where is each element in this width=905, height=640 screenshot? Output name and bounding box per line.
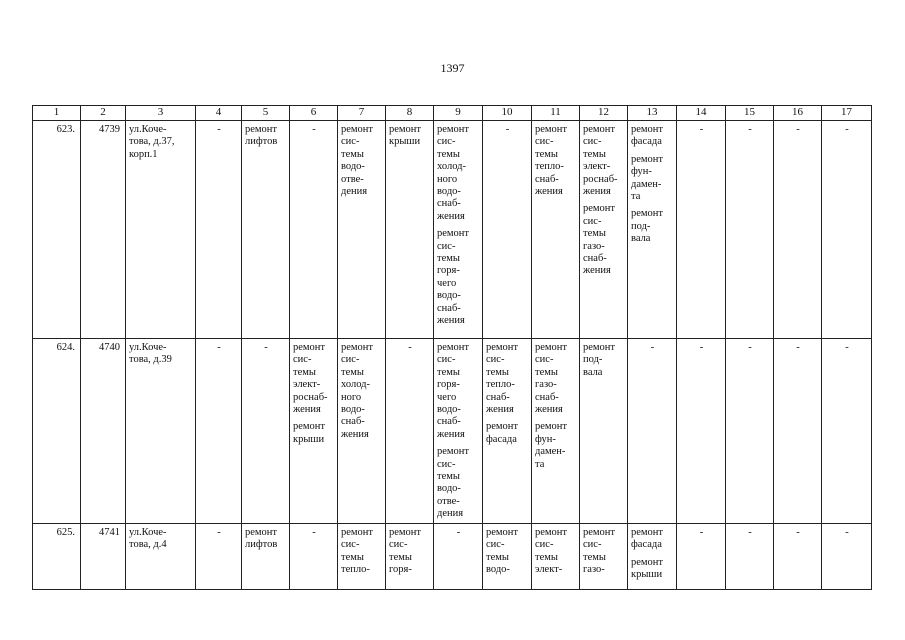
- cell-text: -: [217, 124, 221, 135]
- cell-text: ремонт сис- темы тепло- снаб- жения: [535, 124, 568, 198]
- table-cell: [126, 339, 196, 524]
- column-header: 4: [196, 106, 242, 121]
- cell-text: ремонт сис- темы горя- чего водо- снаб- жения: [437, 228, 470, 327]
- cell-text: -: [748, 124, 752, 135]
- table-cell: [242, 121, 290, 339]
- cell-text: -: [699, 527, 704, 538]
- table-row: [33, 121, 872, 339]
- cell-text: -: [699, 342, 704, 353]
- table-cell: [338, 121, 386, 339]
- cell-text: 624.: [56, 342, 75, 353]
- cell-text: 623.: [56, 124, 75, 135]
- table-cell: [774, 524, 822, 590]
- table-cell: [483, 524, 532, 590]
- cell-text: -: [456, 527, 461, 538]
- table-cell: [774, 121, 822, 339]
- column-header: 2: [81, 106, 126, 121]
- cell-text: ремонт под- вала: [631, 208, 664, 245]
- cell-text: ремонт лифтов: [245, 527, 278, 551]
- cell-text: -: [699, 124, 704, 135]
- cell-text: 4739: [99, 124, 120, 135]
- cell-text: ремонт сис- темы водо-: [486, 527, 519, 576]
- cell-text: -: [312, 527, 316, 538]
- table-cell: [196, 524, 242, 590]
- table-cell: [628, 524, 677, 590]
- table-cell: [126, 121, 196, 339]
- cell-text: ремонт сис- темы элект- роснаб- жения: [583, 124, 618, 198]
- table-cell: [774, 339, 822, 524]
- cell-text: ремонт фун- дамен- та: [631, 153, 664, 203]
- table-cell: [580, 339, 628, 524]
- table-cell: [726, 524, 774, 590]
- column-header: 14: [677, 106, 726, 121]
- column-header: 12: [580, 106, 628, 121]
- table-cell: [33, 121, 81, 339]
- cell-text: ремонт сис- темы водо- отве- дения: [437, 446, 470, 520]
- cell-text: ремонт фасада: [631, 124, 664, 148]
- cell-text: -: [845, 527, 849, 538]
- table-cell: [483, 339, 532, 524]
- table-cell: [822, 339, 872, 524]
- cell-text: ремонт сис- темы горя- чего водо- снаб- жения: [437, 342, 470, 440]
- table-cell: [81, 524, 126, 590]
- cell-text: -: [264, 342, 268, 353]
- table-cell: [196, 121, 242, 339]
- table-cell: [386, 339, 434, 524]
- cell-text: ремонт лифтов: [245, 124, 278, 148]
- table-row: [33, 524, 872, 590]
- column-header: 16: [774, 106, 822, 121]
- table-cell: [532, 524, 580, 590]
- cell-text: ул.Коче- това, д.4: [129, 527, 167, 551]
- column-header: 1: [33, 106, 81, 121]
- table-cell: [434, 339, 483, 524]
- table-cell: [532, 339, 580, 524]
- table-cell: [290, 339, 338, 524]
- cell-text: ремонт сис- темы элект- роснаб- жения: [293, 342, 328, 416]
- table-cell: [580, 524, 628, 590]
- cell-text: ремонт сис- темы газо- снаб- жения: [583, 203, 616, 277]
- table-cell: [580, 121, 628, 339]
- table-cell: [677, 524, 726, 590]
- cell-text: ремонт сис- темы газо- снаб- жения: [535, 342, 568, 416]
- table-cell: [434, 121, 483, 339]
- table-cell: [242, 339, 290, 524]
- cell-text: -: [748, 342, 752, 353]
- cell-text: ремонт сис- темы горя-: [389, 527, 422, 576]
- cell-text: -: [650, 342, 655, 353]
- table-cell: [242, 524, 290, 590]
- table-cell: [822, 121, 872, 339]
- cell-text: -: [217, 527, 221, 538]
- table-cell: [677, 121, 726, 339]
- column-header: 13: [628, 106, 677, 121]
- cell-text: -: [505, 124, 510, 135]
- table-row: [33, 339, 872, 524]
- table-cell: [386, 524, 434, 590]
- column-header: 5: [242, 106, 290, 121]
- cell-text: ремонт сис- темы тепло- снаб- жения: [486, 342, 519, 416]
- cell-text: ремонт под- вала: [583, 342, 616, 378]
- cell-text: -: [408, 342, 412, 353]
- table-cell: [483, 121, 532, 339]
- page-number: 1397: [440, 61, 465, 75]
- cell-text: 4740: [99, 342, 120, 353]
- cell-text: ремонт сис- темы холод- ного водо- снаб- жения: [341, 342, 374, 440]
- table-cell: [532, 121, 580, 339]
- cell-text: -: [796, 124, 800, 135]
- table-cell: [81, 121, 126, 339]
- column-header: 6: [290, 106, 338, 121]
- cell-text: ремонт фун- дамен- та: [535, 421, 568, 470]
- table-cell: [33, 339, 81, 524]
- cell-text: ремонт крыши: [389, 124, 422, 148]
- table-cell: [726, 339, 774, 524]
- column-header: 7: [338, 106, 386, 121]
- table-cell: [628, 339, 677, 524]
- table-cell: [338, 524, 386, 590]
- table-cell: [386, 121, 434, 339]
- column-header: 8: [386, 106, 434, 121]
- cell-text: ремонт крыши: [293, 421, 326, 445]
- table-cell: [290, 121, 338, 339]
- cell-text: -: [796, 342, 800, 353]
- repair-schedule-table: [32, 105, 872, 590]
- cell-text: -: [217, 342, 221, 353]
- cell-text: -: [796, 527, 800, 538]
- column-header: 3: [126, 106, 196, 121]
- table-cell: [126, 524, 196, 590]
- column-number-header-row: [33, 106, 872, 121]
- table-cell: [726, 121, 774, 339]
- table-cell: [434, 524, 483, 590]
- table-cell: [290, 524, 338, 590]
- table-cell: [677, 339, 726, 524]
- table-cell: [822, 524, 872, 590]
- cell-text: -: [845, 124, 849, 135]
- table-cell: [196, 339, 242, 524]
- cell-text: -: [845, 342, 849, 353]
- table-cell: [33, 524, 81, 590]
- cell-text: ремонт фасада: [631, 527, 664, 551]
- cell-text: ремонт сис- темы холод- ного водо- снаб- жения: [437, 124, 470, 222]
- cell-text: ремонт сис- темы водо- отве- дения: [341, 124, 374, 198]
- cell-text: ремонт крыши: [631, 556, 664, 581]
- column-header: 9: [434, 106, 483, 121]
- cell-text: 625.: [56, 527, 75, 538]
- cell-text: ремонт сис- темы элект-: [535, 527, 568, 576]
- cell-text: ремонт сис- темы тепло-: [341, 527, 374, 576]
- table-cell: [338, 339, 386, 524]
- cell-text: ул.Коче- това, д.37, корп.1: [129, 124, 175, 160]
- cell-text: -: [312, 124, 316, 135]
- cell-text: ремонт фасада: [486, 421, 519, 445]
- column-header: 10: [483, 106, 532, 121]
- cell-text: -: [748, 527, 752, 538]
- column-header: 17: [822, 106, 872, 121]
- column-header: 11: [532, 106, 580, 121]
- column-header: 15: [726, 106, 774, 121]
- cell-text: 4741: [99, 527, 120, 538]
- cell-text: ул.Коче- това, д.39: [129, 342, 172, 366]
- table-cell: [81, 339, 126, 524]
- cell-text: ремонт сис- темы газо-: [583, 527, 616, 576]
- table-cell: [628, 121, 677, 339]
